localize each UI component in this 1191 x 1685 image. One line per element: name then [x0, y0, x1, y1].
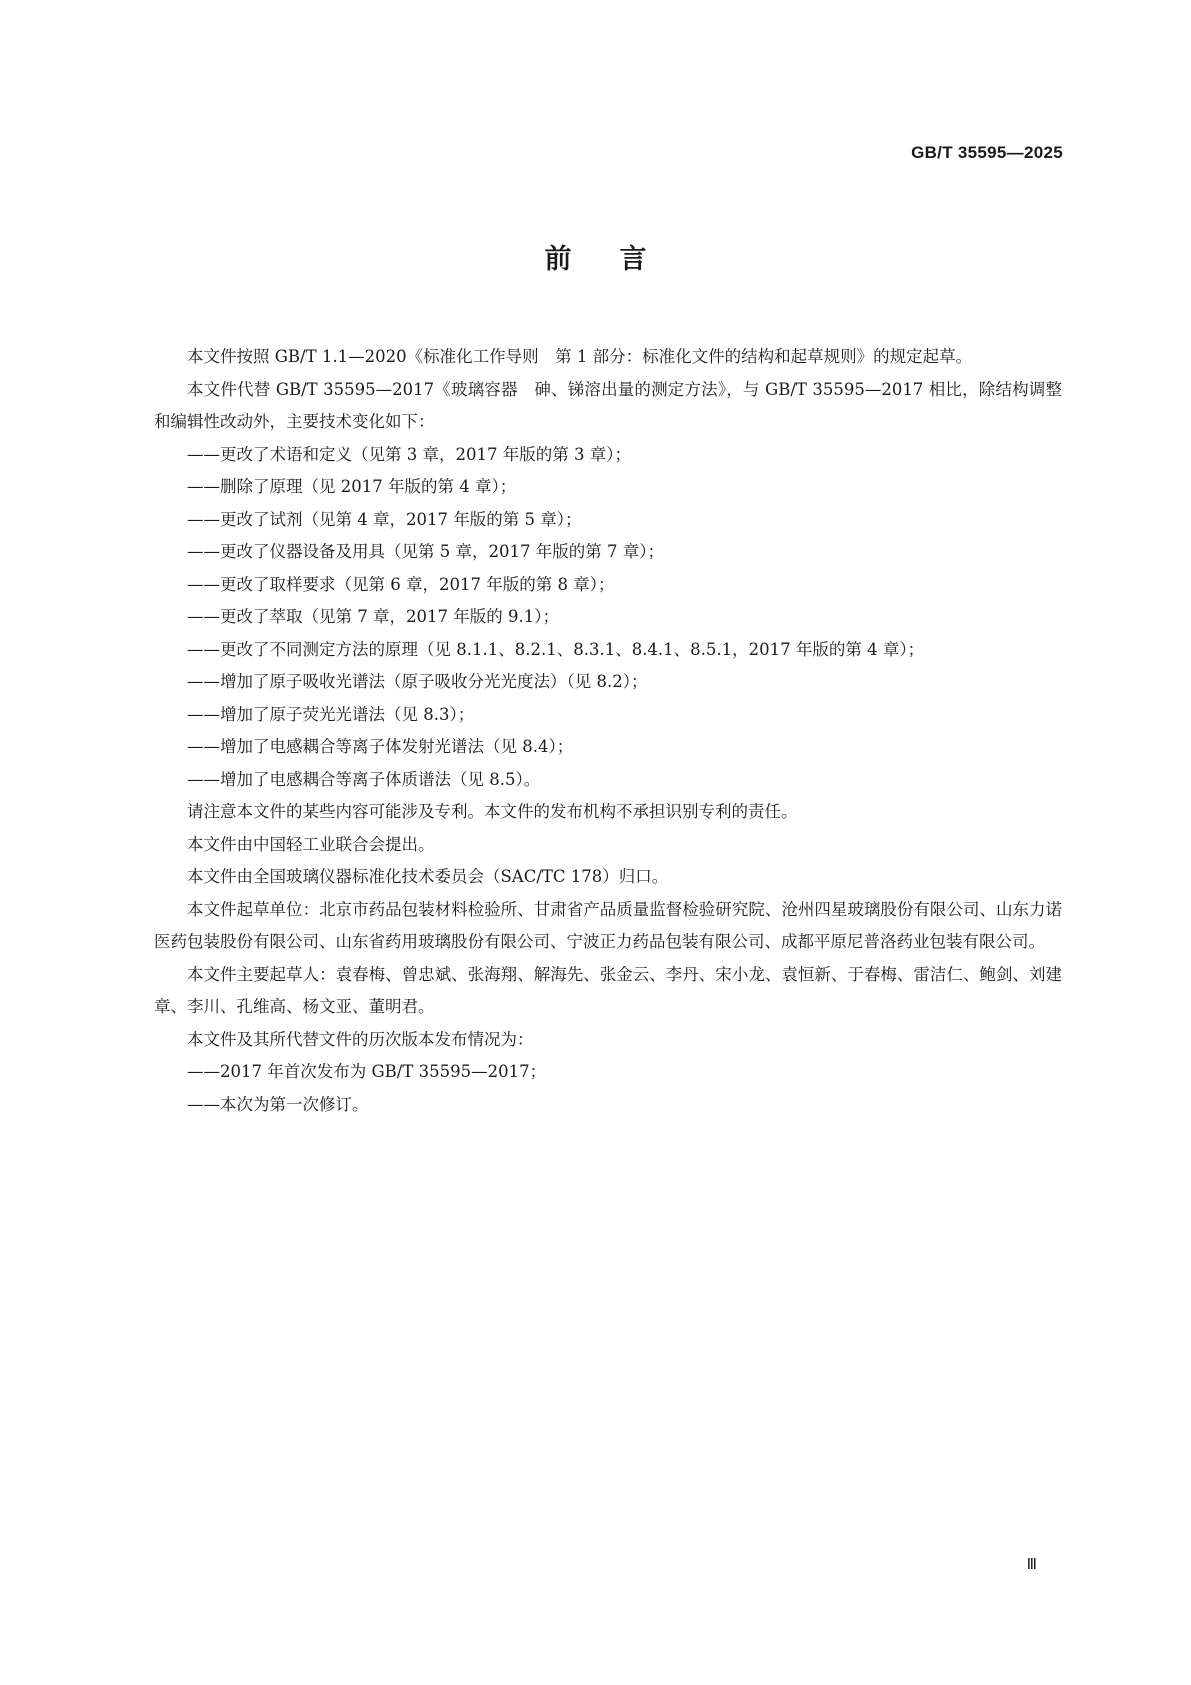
- page-number: Ⅲ: [1026, 1557, 1036, 1573]
- paragraph-drafting-rules: 本文件按照 GB/T 1.1—2020《标准化工作导则 第 1 部分：标准化文件的结构和起草规则》的规定起草。: [187, 347, 973, 366]
- change-item: ——更改了不同测定方法的原理（见 8.1.1、8.2.1、8.3.1、8.4.1、8.5.1，2017 年版的第 4 章）；: [187, 639, 925, 659]
- paragraph-drafters: 本文件主要起草人：袁春梅、曾忠斌、张海翔、解海先、张金云、李丹、宋小龙、袁恒新、于春梅、雷洁仁、鲍剑、刘建章、李川、孔维高、杨文亚、董明君。: [154, 964, 1062, 1016]
- paragraph-patent-notice: 请注意本文件的某些内容可能涉及专利。本文件的发布机构不承担识别专利的责任。: [187, 802, 798, 821]
- history-item: ——本次为第一次修订。: [187, 1094, 369, 1114]
- change-item: ——增加了原子荧光光谱法（见 8.3）；: [187, 704, 475, 724]
- standard-number: GB/T 35595—2025: [911, 143, 1063, 162]
- foreword-body: [154, 341, 1062, 1121]
- change-item: ——删除了原理（见 2017 年版的第 4 章）；: [187, 477, 517, 496]
- paragraph-drafting-units: 本文件起草单位：北京市药品包装材料检验所、甘肃省产品质量监督检验研究院、沧州四星玻璃股份有限公司、山东力诺医药包装股份有限公司、山东省药用玻璃股份有限公司、宁波正力药品包装有限公司、成都平原尼普洛药业包装有限公司。: [154, 899, 1062, 951]
- page-title: 前言: [544, 244, 695, 275]
- change-item: ——更改了术语和定义（见第 3 章，2017 年版的第 3 章）；: [187, 444, 631, 464]
- change-item: ——更改了试剂（见第 4 章，2017 年版的第 5 章）；: [187, 509, 582, 529]
- paragraph-replacement: 本文件代替 GB/T 35595—2017《玻璃容器 砷、锑溶出量的测定方法》，与 GB/T 35595—2017 相比，除结构调整和编辑性改动外，主要技术变化如下：: [154, 379, 1062, 431]
- change-item: ——增加了电感耦合等离子体发射光谱法（见 8.4）；: [187, 737, 574, 756]
- paragraph-committee: 本文件由全国玻璃仪器标准化技术委员会（SAC/TC 178）归口。: [187, 867, 669, 886]
- change-item: ——更改了取样要求（见第 6 章，2017 年版的第 8 章）；: [187, 574, 615, 594]
- paragraph-history-intro: 本文件及其所代替文件的历次版本发布情况为：: [187, 1029, 534, 1049]
- history-item: ——2017 年首次发布为 GB/T 35595—2017；: [187, 1062, 547, 1081]
- change-item: ——更改了萃取（见第 7 章，2017 年版的 9.1）；: [187, 607, 559, 626]
- change-item: ——更改了仪器设备及用具（见第 5 章，2017 年版的第 7 章）；: [187, 542, 664, 561]
- change-item: ——增加了电感耦合等离子体质谱法（见 8.5）。: [187, 769, 541, 789]
- paragraph-proposer: 本文件由中国轻工业联合会提出。: [187, 834, 435, 854]
- change-item: ——增加了原子吸收光谱法（原子吸收分光光度法）（见 8.2）；: [187, 672, 648, 691]
